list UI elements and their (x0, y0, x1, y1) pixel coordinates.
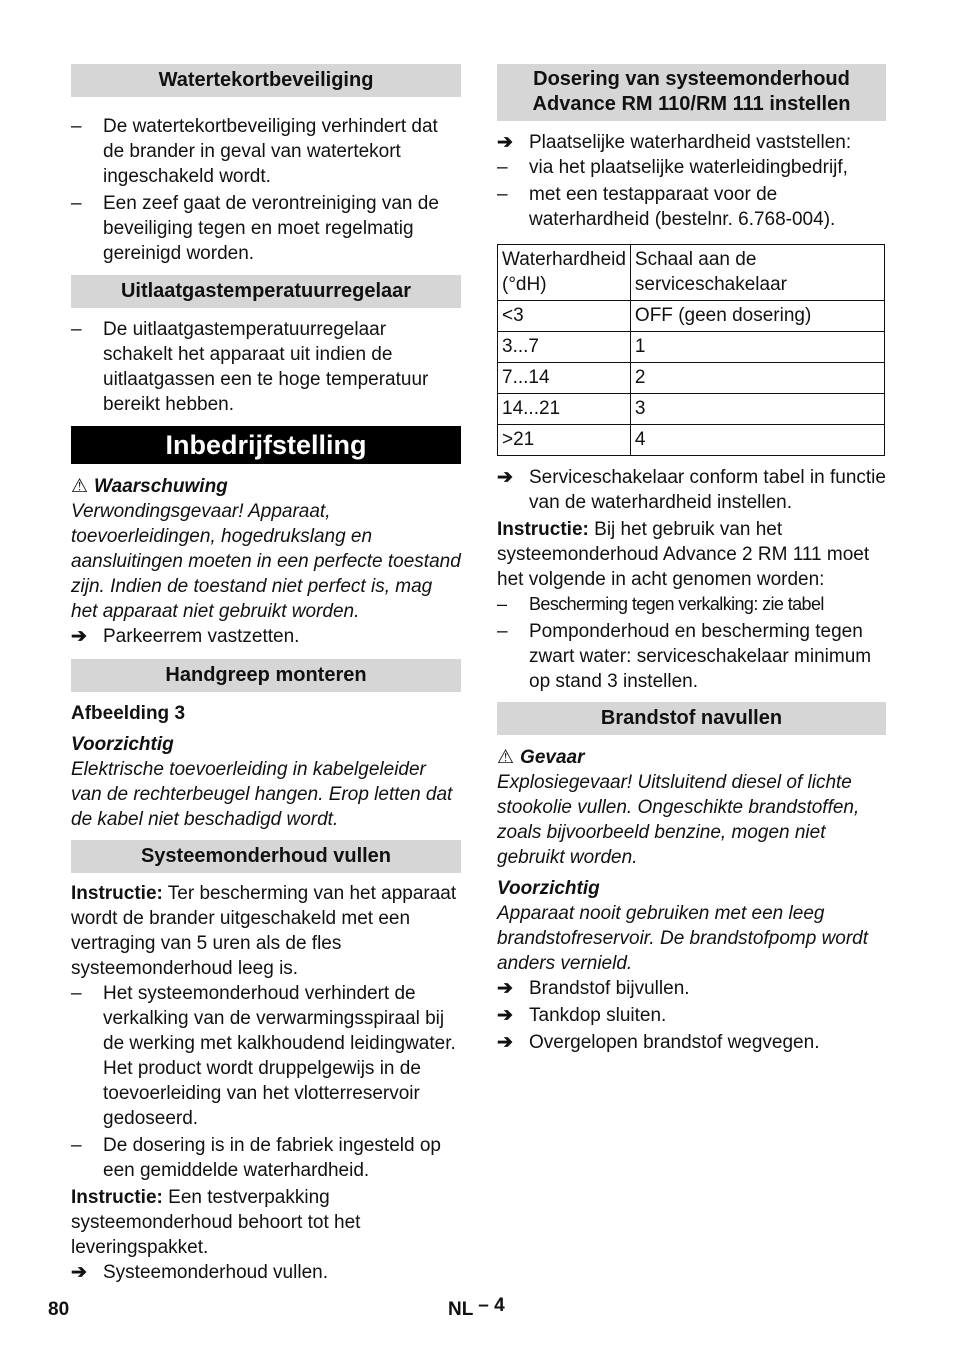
table-cell: >21 (498, 425, 631, 456)
caution-text: Apparaat nooit gebruiken met een leeg brandstofreservoir. De brandstofpomp wordt anders vernield. (497, 903, 869, 974)
list-item: – via het plaatselijke waterleidingbedrijf, (497, 155, 886, 180)
arrow-icon: ➔ (497, 978, 513, 999)
table-cell: OFF (geen dosering) (630, 301, 884, 332)
instruction-1 (71, 881, 461, 981)
list-item: – Het systeemonderhoud verhindert de verkalking van de verwarmingsspiraal bij de werking met kalkhoudend leidingwater. Het product wordt druppelgewijs in de toevoerleiding van het vlotterreservoir gedoseerd. (71, 981, 461, 1131)
table-header-cell: Schaal aan de serviceschakelaar (630, 245, 884, 301)
table-row (498, 363, 885, 394)
table-cell: 14...21 (498, 394, 631, 425)
section-title-systeemonderhoud: Systeemonderhoud vullen (71, 840, 461, 873)
step-parking (71, 624, 461, 649)
section-title-handgreep: Handgreep monteren (71, 659, 461, 692)
table-row (498, 394, 885, 425)
step-refill (497, 976, 886, 1001)
table-row (498, 301, 885, 332)
warning-label: Waarschuwing (94, 476, 228, 497)
instruction-label: Instructie: (71, 883, 163, 904)
table-cell: 7...14 (498, 363, 631, 394)
section-title-uitlaatgas: Uitlaatgastemperatuurregelaar (71, 275, 461, 308)
watertekort-list (71, 114, 461, 266)
language-code: NL (448, 1299, 473, 1320)
table-row (498, 332, 885, 363)
instruction-text: Bij het gebruik van het systeemonderhoud Advance 2 RM 111 moet het volgende in acht genomen worden: (497, 519, 870, 590)
instruction-text: Ter bescherming van het apparaat wordt de brander uitgeschakeld met een vertraging van 5 uren als de fles systeemonderhoud leeg is. (71, 883, 457, 979)
page-number: 80 (48, 1299, 70, 1320)
hardness-table (497, 244, 885, 456)
instruction-2 (71, 1185, 461, 1260)
list-item: – met een testapparaat voor de waterhardheid (bestelnr. 6.768-004). (497, 182, 886, 232)
figure-label: Afbeelding 3 (71, 703, 186, 724)
arrow-icon: ➔ (497, 1032, 513, 1053)
right-column (497, 64, 886, 1055)
step-hardness (497, 130, 886, 155)
systeemonderhoud-list (71, 981, 461, 1183)
warning-triangle-icon: ⚠ (71, 476, 89, 497)
table-cell: <3 (498, 301, 631, 332)
table-header-row (498, 245, 885, 301)
table-cell: 1 (630, 332, 884, 363)
danger-text: Explosiegevaar! Uitsluitend diesel of lichte stookolie vullen. Ongeschikte brandstoffen, zoals bijvoorbeeld benzine, mogen niet gebruikt worden. (497, 772, 860, 868)
table-cell: 3 (630, 394, 884, 425)
instruction-text: Een testverpakking systeemonderhoud behoort tot het leveringspakket. (71, 1187, 361, 1258)
sub-page-number: – 4 (478, 1295, 505, 1316)
list-item: – De dosering is in de fabriek ingesteld op een gemiddelde waterhardheid. (71, 1133, 461, 1183)
arrow-icon: ➔ (71, 1262, 87, 1283)
table-cell: 2 (630, 363, 884, 394)
list-item: – Pomponderhoud en bescherming tegen zwart water: serviceschakelaar minimum op stand 3 instellen. (497, 619, 886, 694)
warning-heading (71, 474, 461, 499)
danger-label: Gevaar (520, 747, 585, 768)
step-fill (71, 1260, 461, 1285)
warning-triangle-icon: ⚠ (497, 747, 515, 768)
step-text: Serviceschakelaar conform tabel in functie van de waterhardheid instellen. (529, 467, 886, 513)
warning-text: Verwondingsgevaar! Apparaat, toevoerleidingen, hogedrukslang en aansluitingen moeten in een perfecte toestand zijn. Indien de toestand niet perfect is, mag het apparaat niet gebruikt worden. (71, 501, 461, 622)
caution-label: Voorzichtig (497, 878, 600, 899)
footer-lang (448, 1297, 505, 1322)
hardness-methods-list (497, 155, 886, 232)
table-cell: 3...7 (498, 332, 631, 363)
step-text: Plaatselijke waterhardheid vaststellen: (529, 132, 852, 153)
list-item: – Bescherming tegen verkalking: zie tabel (497, 592, 886, 617)
arrow-icon: ➔ (497, 1005, 513, 1026)
arrow-icon: ➔ (71, 626, 87, 647)
step-close-cap (497, 1003, 886, 1028)
table-cell: 4 (630, 425, 884, 456)
section-title-dosering: Dosering van systeemonderhoud Advance RM 110/RM 111 instellen (497, 64, 886, 121)
step-text: Tankdop sluiten. (529, 1005, 667, 1026)
list-item: – De uitlaatgastemperatuurregelaar schakelt het apparaat uit indien de uitlaatgassen een te hoge temperatuur bereikt hebben. (71, 317, 461, 417)
left-column (71, 64, 461, 1285)
instruction-3 (497, 517, 886, 592)
chapter-title: Inbedrijfstelling (71, 426, 461, 464)
step-switch (497, 465, 886, 515)
table-row (498, 425, 885, 456)
caution-text: Elektrische toevoerleiding in kabelgeleider van de rechterbeugel hangen. Erop letten dat de kabel niet beschadigd wordt. (71, 759, 453, 830)
list-item: – Een zeef gaat de verontreiniging van de beveiliging tegen en moet regelmatig gereinigd worden. (71, 191, 461, 266)
arrow-icon: ➔ (497, 132, 513, 153)
caution-label: Voorzichtig (71, 734, 174, 755)
step-wipe (497, 1030, 886, 1055)
step-text: Brandstof bijvullen. (529, 978, 690, 999)
section-title-watertekort: Watertekortbeveiliging (71, 64, 461, 97)
step-text: Parkeerrem vastzetten. (103, 626, 300, 647)
table-header-cell: Waterhardheid (°dH) (498, 245, 631, 301)
step-text: Overgelopen brandstof wegvegen. (529, 1032, 820, 1053)
arrow-icon: ➔ (497, 467, 513, 488)
instruction-label: Instructie: (71, 1187, 163, 1208)
uitlaatgas-list (71, 317, 461, 417)
instruction-label: Instructie: (497, 519, 589, 540)
list-item: – De watertekortbeveiliging verhindert dat de brander in geval van watertekort ingeschakeld wordt. (71, 114, 461, 189)
danger-heading (497, 745, 886, 770)
advance-list (497, 592, 886, 694)
step-text: Systeemonderhoud vullen. (103, 1262, 328, 1283)
section-title-brandstof: Brandstof navullen (497, 702, 886, 735)
